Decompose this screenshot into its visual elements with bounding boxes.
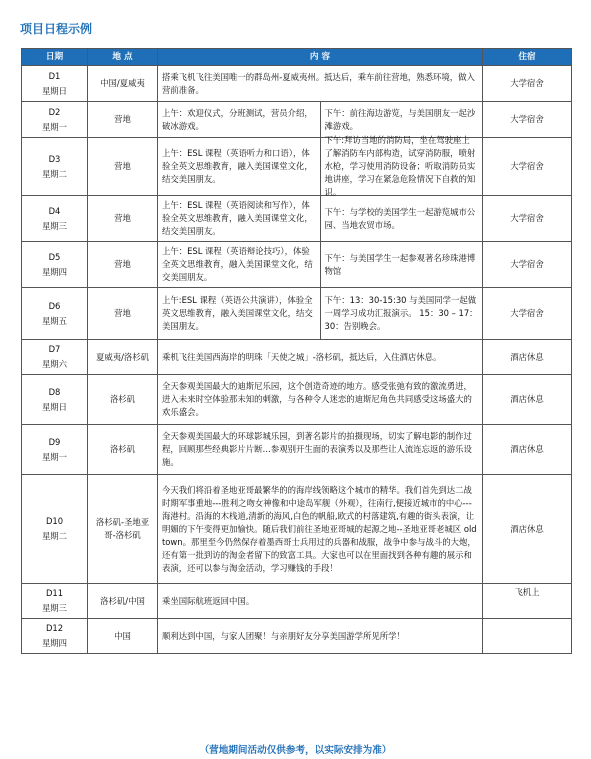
weekday: 星期四 (41, 638, 68, 648)
header-content: 内 容 (158, 49, 483, 66)
weekday: 星期三 (41, 603, 68, 613)
day-cell (22, 196, 88, 242)
day-cell (22, 138, 88, 196)
day-number: D7 (48, 344, 61, 354)
schedule-table (21, 48, 572, 654)
place-cell: 洛杉矶/中国 (88, 584, 158, 619)
activity-text: 乘坐国际航班返回中国。 (162, 595, 255, 606)
table-row (22, 475, 572, 584)
afternoon-activity: 下午：前往海边游览，与美国朋友一起沙滩游戏。 (324, 107, 476, 131)
table-row (22, 584, 572, 619)
place-cell: 营地 (88, 138, 158, 196)
activity-text: 顺利达到中国，与家人团聚！与亲朋好友分享美国游学所见所学！ (162, 630, 405, 641)
content-cell (158, 135, 483, 197)
content-cell (158, 102, 483, 138)
table-row (22, 375, 572, 425)
day-number: D2 (48, 106, 61, 117)
afternoon-activity: 下午：13：30-15:30 与美国同学一起做一周学习成功汇报演示。 15：30 – 17：30：告别晚会。 (324, 295, 478, 331)
lodging-cell: 大学宿舍 (483, 66, 572, 102)
morning-activity: 上午:ESL 课程（英语公共演讲），体验全英文思维教育，融入美国课堂文化，结交美国朋友。 (158, 288, 321, 339)
day-number: D3 (48, 153, 61, 164)
weekday: 星期三 (41, 220, 68, 231)
content-cell (158, 66, 483, 102)
table-row (22, 138, 572, 196)
day-number: D1 (48, 70, 61, 81)
lodging-cell: 大学宿舍 (483, 102, 572, 138)
table-row (22, 102, 572, 138)
content-cell (158, 619, 483, 654)
morning-activity: 上午：ESL 课程（英语辩论技巧），体验全英文思维教育，融入美国课堂文化，结交美国朋友。 (158, 242, 321, 287)
lodging-cell: 飞机上 (483, 584, 572, 619)
content-cell (158, 475, 483, 584)
lodging-cell: 酒店休息 (483, 340, 572, 375)
afternoon-activity: 下午：与学校的美国学生一起游览城市公园、当地农贸市场。 (324, 206, 476, 230)
weekday: 星期日 (41, 85, 68, 96)
content-cell (158, 196, 483, 242)
header-lodging: 住宿 (483, 49, 572, 66)
weekday: 星期四 (41, 266, 68, 277)
morning-activity: 上午：欢迎仪式，分班测试，营员介绍，破冰游戏。 (158, 102, 321, 137)
lodging-cell: 大学宿舍 (483, 138, 572, 196)
day-cell (22, 425, 88, 475)
content-cell (158, 375, 483, 425)
place-cell: 洛杉矶-圣地亚哥-洛杉矶 (88, 475, 158, 584)
day-cell (22, 102, 88, 138)
day-cell (22, 66, 88, 102)
footer-note: （营地期间活动仅供参考，以实际安排为准） (199, 745, 392, 756)
lodging-cell: 酒店休息 (483, 475, 572, 584)
lodging-cell: 大学宿舍 (483, 242, 572, 288)
afternoon-activity: 下午：与美国学生一起参观著名珍珠港博物馆 (324, 252, 476, 276)
day-number: D11 (45, 588, 64, 598)
place-cell: 洛杉矶 (88, 425, 158, 475)
day-number: D5 (48, 251, 61, 262)
table-row (22, 619, 572, 654)
weekday: 星期二 (41, 168, 68, 179)
table-row (22, 288, 572, 340)
header-date: 日期 (22, 49, 88, 66)
table-row (22, 66, 572, 102)
day-cell (22, 584, 88, 619)
place-cell: 中国 (88, 619, 158, 654)
place-cell: 营地 (88, 242, 158, 288)
weekday: 星期五 (41, 315, 68, 326)
morning-activity: 上午：ESL 课程（英语阅读和写作），体验全英文思维教育，融入美国课堂文化，结交美国朋友。 (158, 196, 321, 241)
table-row (22, 196, 572, 242)
activity-text: 全天参观美国最大的迪斯尼乐园，这个创造奇迹的地方。感受张弛有致的激流勇进，进入未来时空体验那未知的刺激，与各种令人迷恋的迪斯尼角色共同感受这场盛大的欢乐盛会。 (162, 381, 472, 417)
morning-activity: 上午：ESL 课程（英语听力和口语），体验全英文思维教育，融入美国课堂文化，结交美国朋友。 (158, 138, 321, 195)
content-cell (158, 340, 483, 375)
activity-text: 搭乘飞机飞往美国唯一的群岛州-夏威夷州。抵达后，乘车前往营地，熟悉环境，做入营前准备。 (162, 71, 475, 95)
weekday: 星期一 (41, 121, 68, 132)
day-cell (22, 375, 88, 425)
day-cell (22, 288, 88, 340)
place-cell: 营地 (88, 288, 158, 340)
day-number: D4 (48, 205, 61, 216)
table-row (22, 242, 572, 288)
lodging-cell: 大学宿舍 (483, 196, 572, 242)
header-place: 地 点 (88, 49, 158, 66)
weekday: 星期二 (41, 531, 68, 541)
weekday: 星期六 (41, 359, 68, 369)
place-cell: 夏威夷/洛杉矶 (88, 340, 158, 375)
table-header-row (22, 49, 572, 66)
content-cell (158, 242, 483, 288)
content-cell (158, 584, 483, 619)
place-cell: 洛杉矶 (88, 375, 158, 425)
lodging-cell: 大学宿舍 (483, 288, 572, 340)
table-row (22, 425, 572, 475)
place-cell: 营地 (88, 102, 158, 138)
afternoon-activity: 下午:拜访当地的消防局，坐在驾驶座上了解消防车内部构造，试穿消防服，喷射水枪，学习使用消防设备；听取消防员实地讲座，学习在紧急危险情况下自救的知识。 (324, 135, 476, 197)
activity-text: 今天我们将沿着圣地亚哥最繁华的的海岸线领略这个城市的精华。我们首先到达二战时期军事重地---胜利之吻女神像和中途岛军舰（外观），往南行,便接近城市的中心---海港村。沿海的木栈道,清新的海风,白色的帆船,欧式的村落建筑,有趣的街头表演，让明媚的下午变得更加愉快。随后我们前往圣地亚哥城的起源之地--圣地亚哥老城区 old town。那里至今仍然保存着墨西哥士兵用过的兵器和战服，战争中参与战斗的大炮，还有第一批到访的淘金者留下的致富工具。大家也可以在里面找到各种有趣的展示和表演，还可以参与淘金活动，学习赚钱的手段！ (162, 484, 477, 573)
day-cell (22, 340, 88, 375)
activity-text: 全天参观美国最大的环球影城乐园，到著名影片的拍摄现场，切实了解电影的制作过程，回顾那些经典影片片断…参观别开生面的表演秀以及那些让人流连忘返的游乐设施。 (162, 431, 472, 467)
day-cell (22, 619, 88, 654)
day-cell (22, 242, 88, 288)
lodging-cell (483, 619, 572, 654)
weekday: 星期一 (41, 451, 68, 462)
table-body (22, 66, 572, 654)
content-cell (158, 288, 483, 340)
day-number: D8 (48, 386, 61, 397)
content-cell (158, 425, 483, 475)
activity-text: 乘机飞往美国西海岸的明珠「天使之城」-洛杉矶，抵达后，入住酒店休息。 (162, 351, 442, 362)
day-cell (22, 475, 88, 584)
day-number: D6 (48, 300, 61, 311)
day-number: D10 (45, 516, 64, 526)
day-number: D12 (45, 623, 64, 633)
page-title: 项目日程示例 (20, 22, 93, 36)
lodging-cell: 酒店休息 (483, 425, 572, 475)
lodging-cell: 酒店休息 (483, 375, 572, 425)
weekday: 星期日 (41, 401, 68, 412)
place-cell: 中国/夏威夷 (88, 66, 158, 102)
day-number: D9 (48, 436, 61, 447)
place-cell: 营地 (88, 196, 158, 242)
table-row (22, 340, 572, 375)
